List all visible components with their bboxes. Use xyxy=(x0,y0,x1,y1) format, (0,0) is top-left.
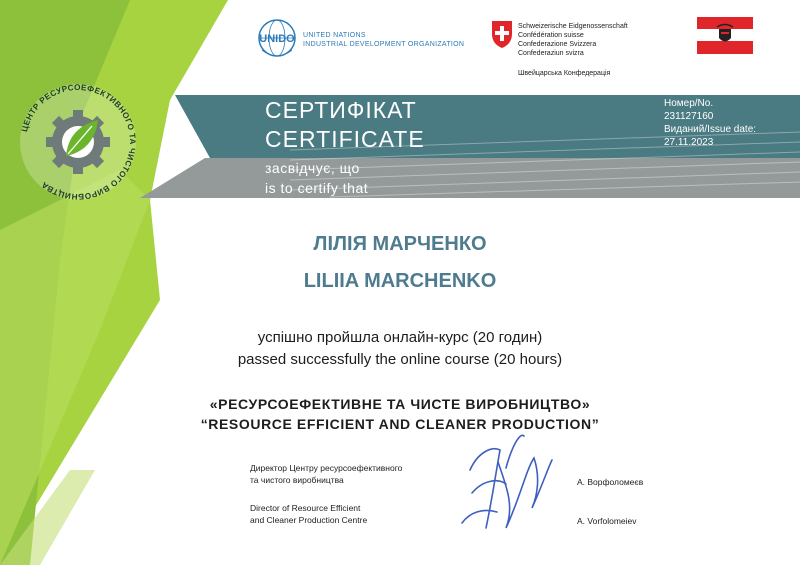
role-ua-line1: Директор Центру ресурсоефективного xyxy=(250,463,403,473)
swiss-line: Confédération suisse xyxy=(518,32,584,39)
recipient-name-ua: ЛІЛІЯ МАРЧЕНКО xyxy=(313,233,487,255)
role-ua-line2: та чистого виробництва xyxy=(250,475,344,485)
swiss-line: Confederazione Svizzera xyxy=(518,41,597,48)
unido-caption xyxy=(303,31,464,49)
role-en-line2: and Cleaner Production Centre xyxy=(250,515,368,525)
swiss-caption xyxy=(518,22,628,58)
unido-line1: UNITED NATIONS xyxy=(303,32,366,39)
role-en-line1: Director of Resource Efficient xyxy=(250,503,361,513)
swiss-sub-caption: Швейцарська Конфедерація xyxy=(518,70,611,77)
recipient-name-en: LILIIA MARCHENKO xyxy=(303,270,497,292)
issue-date: 27.11.2023 xyxy=(664,137,714,148)
swiss-line: Schweizerische Eidgenossenschaft xyxy=(518,23,628,30)
unido-logo-text: UNIDO xyxy=(259,33,295,45)
signer-role-en xyxy=(250,502,367,526)
number-label: Номер/No. xyxy=(664,98,714,109)
certificate-title-ua: СЕРТИФІКАТ xyxy=(265,97,417,123)
certify-ua: засвідчує, що xyxy=(265,160,360,176)
unido-line2: INDUSTRIAL DEVELOPMENT ORGANIZATION xyxy=(303,41,465,48)
signer-role-ua xyxy=(250,462,402,486)
signer-name-en: A. Vorfolomeiev xyxy=(577,516,637,526)
swiss-line: Confederaziun svizra xyxy=(518,50,584,57)
austria-flag-icon xyxy=(697,17,753,54)
swiss-shield-icon xyxy=(492,21,512,48)
passed-statement-ua: успішно пройшла онлайн-курс (20 годин) xyxy=(257,329,543,346)
certificate-meta xyxy=(664,97,756,149)
certify-en: is to certify that xyxy=(265,180,369,196)
issue-date-label: Виданий/Issue date: xyxy=(664,124,757,135)
passed-statement-en: passed successfully the online course (20 hours) xyxy=(237,351,563,368)
certificate-title-en: CERTIFICATE xyxy=(265,126,425,152)
certificate-number: 231127160 xyxy=(664,111,714,122)
course-title-ua: «РЕСУРСОЕФЕКТИВНЕ ТА ЧИСТЕ ВИРОБНИЦТВО» xyxy=(209,396,591,412)
unido-logo xyxy=(259,20,295,56)
director-signature xyxy=(462,435,552,528)
badge-ring-text: ЦЕНТР РЕСУРСОЕФЕКТИВНОГО ТА ЧИСТОГО ВИРОБНИЦТВА xyxy=(20,82,138,202)
signer-name-ua: А. Ворфоломеєв xyxy=(577,477,644,487)
course-title-en: “RESOURCE EFFICIENT AND CLEANER PRODUCTION” xyxy=(200,416,600,432)
